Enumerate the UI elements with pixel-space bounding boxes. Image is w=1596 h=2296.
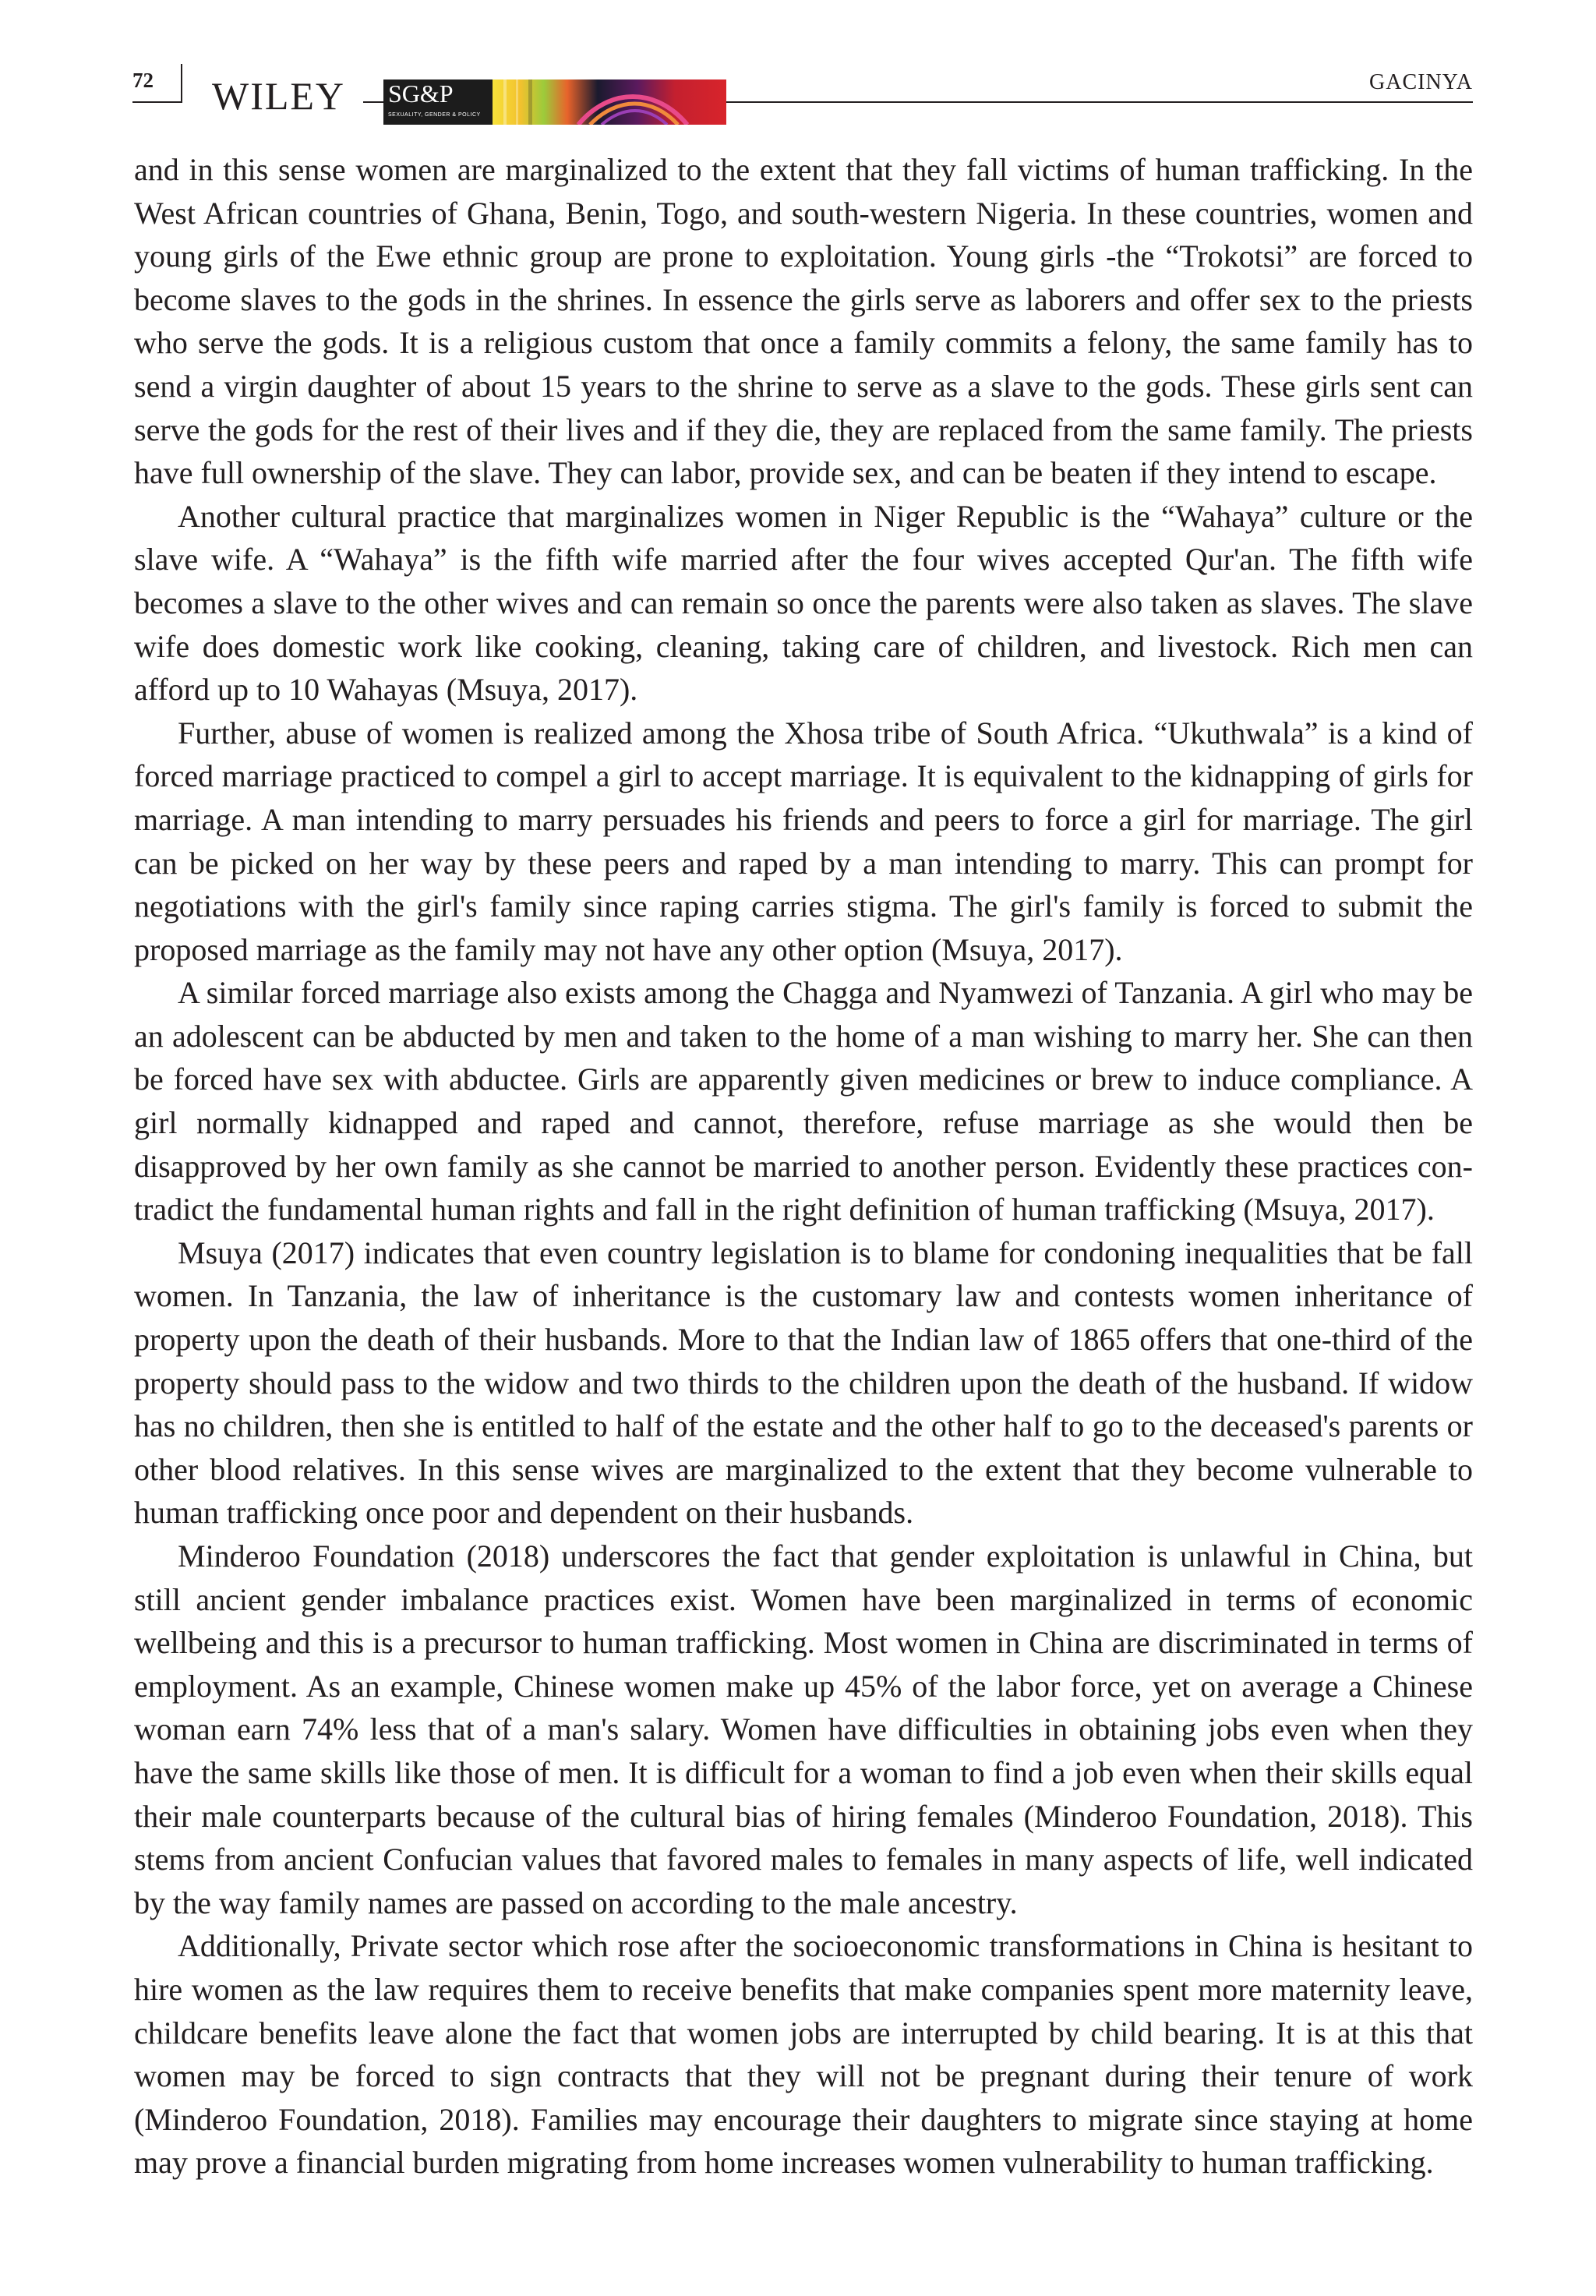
article-body [134,148,1473,2185]
paragraph: A similar forced marriage also exists among the Chagga and Nyamwezi of Tanzania. A girl who may be an adolescent can be abducted by men and taken to the home of a man wishing to marry her. She can then be forced have sex with abductee. Girls are apparently given medicines or brew to induce compliance. A girl normally kidnapped and raped and cannot, therefore, refuse marriage as she would then be disapproved by her own family as she cannot be married to another person. Evidently these practices contradict the fundamental human rights and fall in the right definition of human trafficking (Msuya, 2017). [134,975,1473,1227]
page-number: 72 [132,69,154,92]
running-head-author: GACINYA [1369,70,1473,94]
header-rule-right [726,101,1473,103]
paragraph: Minderoo Foundation (2018) underscores the fact that gender exploitation is unlawful in China, but still ancient gender imbalance practices exist. Women have been marginalized in terms of economic wellbeing and this is a precursor to human trafficking. Most women in China are discriminated in terms of employment. As an example, Chinese women make up 45% of the labor force, yet on average a Chinese woman earn 74% less that of a man's salary. Women have difficulties in obtaining jobs even when they have the same skills like those of men. It is difficult for a woman to find a job even when their skills equal their male counterparts because of the cultural bias of hiring females (Minderoo Foundation, 2018). This stems from ancient Confucian values that favored males to females in many aspects of life, well indicated by the way family names are passed on according to the male ancestry. [134,1538,1473,1920]
publisher-logo: WILEY [212,74,346,118]
paragraph: Msuya (2017) indicates that even country legislation is to blame for condoning inequalities that be fall women. In Tanzania, the law of inheritance is the customary law and contests women inheritance of property upon the death of their husbands. More to that the Indian law of 1865 offers that one-third of the property should pass to the widow and two thirds to the children upon the death of the husband. If widow has no children, then she is entitled to half of the estate and the other half to go to the deceased's parents or other blood relatives. In this sense wives are marginalized to the extent that they become vulnerable to human trafficking once poor and dependent on their husbands. [134,1235,1473,1531]
journal-logo-subtitle: SEXUALITY, GENDER & POLICY [388,112,481,118]
journal-logo [383,79,493,125]
journal-banner-graphic [493,79,726,125]
header-vertical-rule [181,64,182,103]
header-rule-dash [363,101,383,103]
paragraph: Another cultural practice that marginalizes women in Niger Republic is the “Wahaya” culture or the slave wife. A “Wahaya” is the fifth wife married after the four wives accepted Qur'an. The fifth wife becomes a slave to the other wives and can remain so once the parents were also taken as slaves. The slave wife does domestic work like cooking, cleaning, taking care of children, and livestock. Rich men can afford up to 10 Wahayas (Msuya, 2017). [134,498,1473,708]
paragraph: Further, abuse of women is realized among the Xhosa tribe of South Africa. “Ukuthwala” is a kind of forced marriage practiced to compel a girl to accept marriage. It is equivalent to the kidnapping of girls for marriage. A man intending to marry persuades his friends and peers to force a girl for marriage. The girl can be picked on her way by these peers and raped by a man intending to marry. This can prompt for negotiations with the girl's family since raping carries stigma. The girl's family is forced to submit the proposed marriage as the family may not have any other option (Msuya, 2017). [134,715,1473,967]
journal-logo-text: SG&P [388,79,454,108]
paragraph: and in this sense women are marginalized to the extent that they fall victims of human trafficking. In the West African countries of Ghana, Benin, Togo, and south-western Nigeria. In these countries, women and young girls of the Ewe ethnic group are prone to exploitation. Young girls -the “Trokotsi” are forced to become slaves to the gods in the shrines. In essence the girls serve as laborers and offer sex to the priests who serve the gods. It is a religious custom that once a family commits a felony, the same family has to send a virgin daughter of about 15 years to the shrine to serve as a slave to the gods. These girls sent can serve the gods for the rest of their lives and if they die, they are replaced from the same family. The priests have full ownership of the slave. They can labor, provide sex, and can be beaten if they intend to escape. [134,152,1473,491]
paragraph: Additionally, Private sector which rose after the socioeconomic transformations in China is hesitant to hire women as the law requires them to receive benefits that make companies spent more maternity leave, childcare benefits leave alone the fact that women jobs are interrupted by child bearing. It is at this that women may be forced to sign contracts that they will not be pregnant during their tenure of work (Minderoo Foundation, 2018). Families may encourage their daughters to migrate since staying at home may prove a financial burden migrating from home increases women vulnerability to human trafficking. [134,1928,1473,2181]
header-rule-left [132,101,182,103]
